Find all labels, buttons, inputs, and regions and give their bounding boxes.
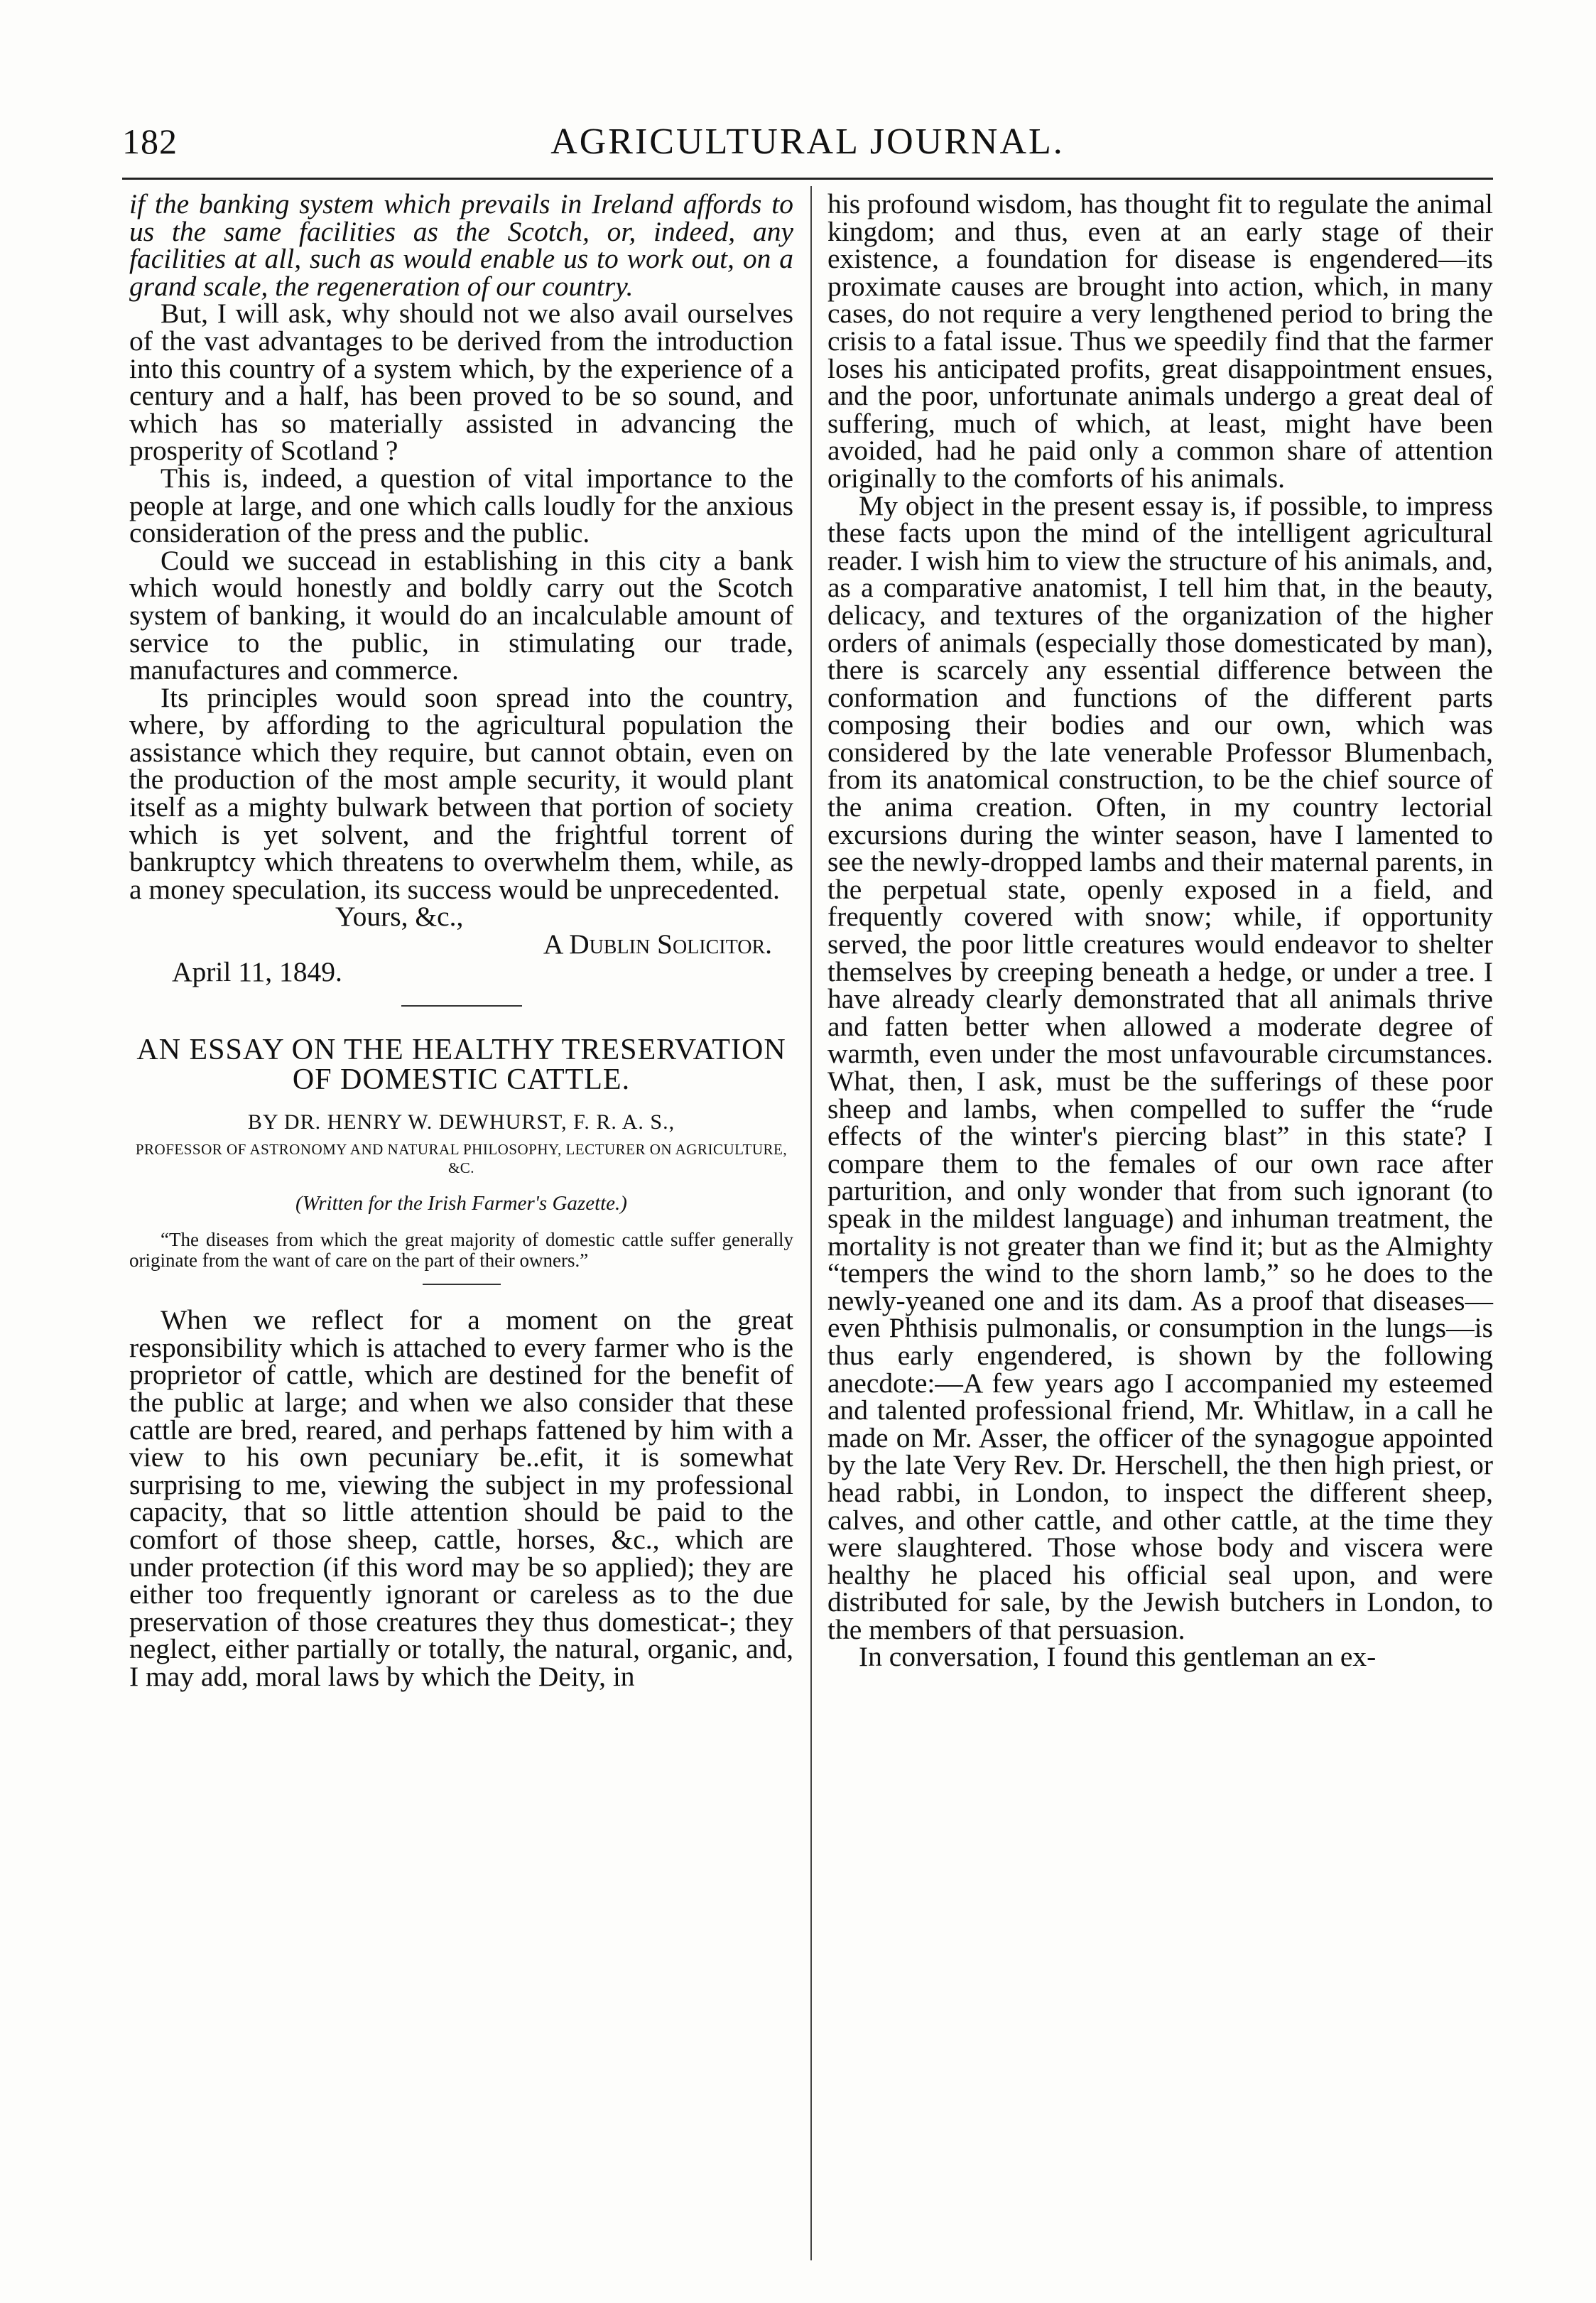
page-number: 182 — [122, 121, 178, 161]
signoff: Yours, &c., — [335, 901, 464, 933]
essay-author: BY DR. HENRY W. DEWHURST, F. R. A. S., — [247, 1110, 675, 1134]
left-column — [129, 190, 793, 1691]
essay-paragraph: When we reflect for a moment on the great responsibility which is attached to every farmer who is the proprietor of cattle, which are destined for the benefit of the public at large; and when we also consider that these cattle are bred, reared, and perhaps fattened by him with a view to his own pecuniary be..efit, it is somewhat surprising to me, viewing the subject in my professional capacity, that so little attention should be paid to the comfort of those sheep, cattle, horses, &c., which are under protection (if this word may be so applied); they are either too frequently ignorant or careless as to the due preservation of those creatures they thus domesticat-; they neglect, either partially or totally, the natural, organic, and, I may add, moral laws by which the Deity, in — [129, 1304, 793, 1692]
letter-date: April 11, 1849. — [172, 955, 342, 987]
essay-paragraph: his profound wisdom, has thought fit to regulate the animal kingdom; and thus, even at an early stage of their existence, a foundation for disease is engendered—its proximate causes are brought into action, which, in many cases, do not require a very lengthened period to bring the crisis to a fatal issue. Thus we speedily find that the farmer loses his anticipated profits, great disappointment ensues, and the poor, unfortunate animals undergo a great deal of suffering, much of which, at least, might have been avoided, had he paid only a common share of attention originally to the comforts of his animals. — [827, 188, 1493, 494]
letter-signature-block — [129, 903, 793, 985]
essay-paragraph: In conversation, I found this gentleman an ex- — [859, 1641, 1377, 1673]
essay-author-profession: PROFESSOR OF ASTRONOMY AND NATURAL PHILOSOPHY, LECTURER ON AGRICULTURE, &C. — [135, 1141, 788, 1177]
header-rule — [122, 178, 1493, 180]
right-column — [827, 190, 1493, 1671]
running-head: AGRICULTURAL JOURNAL. — [550, 121, 1065, 162]
epigraph-divider — [423, 1284, 501, 1285]
letter-continuation: if the banking system which prevails in Ireland affords to us the same facilities as the Scotch, or, indeed, any facilities at all, such as would enable us to work out, on a grand scale, the regeneration of our country. — [129, 188, 793, 302]
section-divider — [401, 1005, 522, 1007]
essay-paragraph: My object in the present essay is, if possible, to impress these facts upon the mind of the intelligent agricultural reader. I wish him to view the structure of his animals, and, as a comparative anatomist, I tell him that, in the beauty, delicacy, and textures of the organization of the higher orders of animals (especially those domesticated by man), there is scarcely any essential difference between the conformation and functions of the different parts composing their bodies and our own, which was considered by the late venerable Professor Blumenbach, from its anatomical construction, to be the chief source of the anima creation. Often, in my country lectorial excursions during the winter season, have I lamented to see the newly-dropped lambs and their maternal parents, in the perpetual state, openly exposed in a field, and frequently covered with snow; while, if opportunity served, the poor little creatures would endeavor to shelter themselves by creeping beneath a hedge, or under a tree. I have already clearly demonstrated that all animals thrive and fatten better when allowed a moderate degree of warmth, even under the most unfavourable circumstances. What, then, I ask, must be the sufferings of these poor sheep and lambs, when compelled to suffer the “rude effects of the winter's piercing blast” in this state? I compare them to the females of our own race after parturition, and only wonder that from such ignorant (to speak in the mildest language) and inhuman treatment, the mortality is not greater than we find it; but as the Almighty “tempers the wind to the shorn lamb,” so he does to the newly-yeaned one and its dam. As a proof that diseases—even Phthisis pulmonalis, or consumption in the lungs—is thus early engendered, is shown by the following anecdote:—A few years ago I accompanied my esteemed and talented professional friend, Mr. Whitlaw, in a call he made on Mr. Asser, the officer of the synagogue appointed by the late Very Rev. Dr. Herschell, the then high priest, or head rabbi, in London, to inspect the different sheep, calves, and other cattle, and other cattle, at the time they were slaughtered. Those whose body and viscera were healthy he placed his official seal upon, and were distributed for sale, by the Jewish butchers in London, to the members of that persuasion. — [827, 489, 1493, 1645]
page-header — [122, 114, 1493, 170]
letter-paragraph: But, I will ask, why should not we also avail ourselves of the vast advantages to be derived from the introduction into this country of a system which, by the experience of a century and a half, has been proved to be so sound, and which has so materially assisted in advancing the prosperity of Scotland ? — [129, 298, 793, 467]
column-divider — [810, 186, 812, 2260]
essay-title: AN ESSAY ON THE HEALTHY TRESERVATION OF DOMESTIC CATTLE. — [136, 1034, 786, 1097]
essay-source: (Written for the Irish Farmer's Gazette.) — [295, 1192, 627, 1215]
letter-paragraph: Its principles would soon spread into the country, where, by affording to the agricultural population the assistance which they require, but cannot obtain, even on the production of the most ample security, it would plant itself as a mighty bulwark between that portion of society which is yet solvent, and the frightful torrent of bankruptcy which threatens to overwhelm them, while, as a money speculation, its success would be unprecedented. — [129, 681, 793, 905]
essay-epigraph: “The diseases from which the great majority of domestic cattle suffer generally originate from the want of care on the part of their owners.” — [129, 1229, 793, 1272]
letter-paragraph: Could we succead in establishing in this city a bank which would honestly and boldly carry out the Scotch system of banking, it would do an incalculable amount of service to the public, in stimulating our trade, manufactures and commerce. — [129, 544, 793, 686]
letter-paragraph: This is, indeed, a question of vital importance to the people at large, and one which calls loudly for the anxious consideration of the press and the public. — [129, 462, 793, 549]
signature: A Dublin Solicitor. — [543, 928, 772, 960]
